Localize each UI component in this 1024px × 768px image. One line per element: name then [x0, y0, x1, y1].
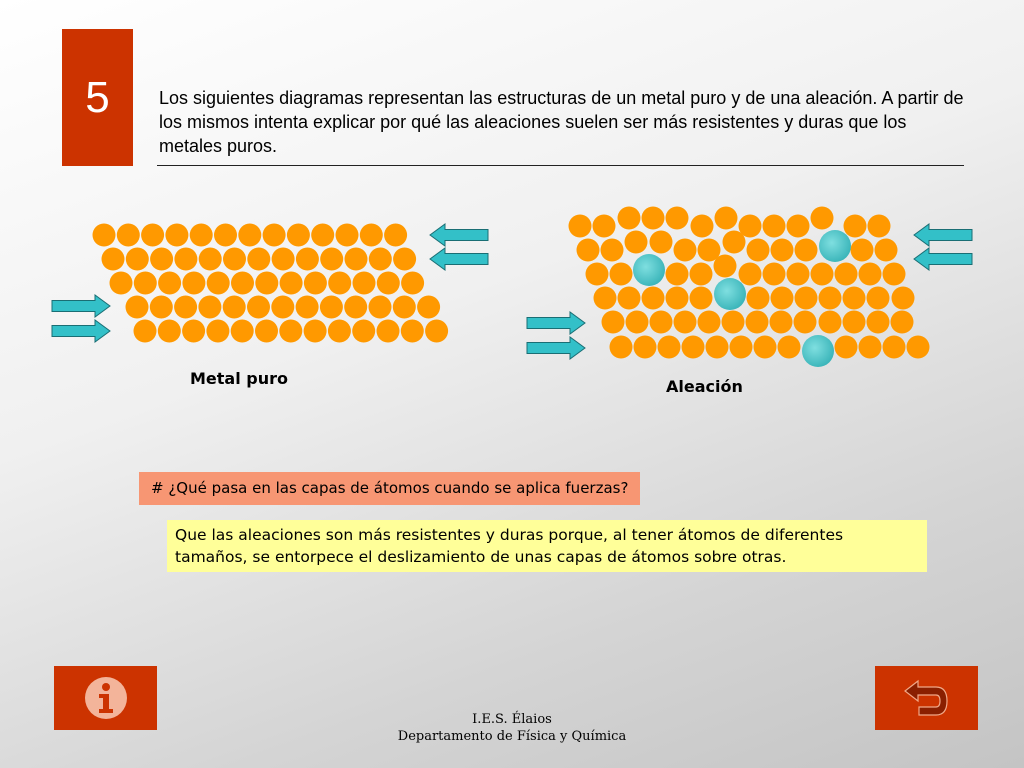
force-arrow: [527, 312, 585, 334]
metal-atom: [231, 320, 254, 343]
alloy-atom: [594, 287, 617, 310]
alloy-atom: [892, 287, 915, 310]
solute-atom: [633, 254, 665, 286]
metal-atom: [199, 248, 222, 271]
metal-atom: [377, 320, 400, 343]
metal-atom: [150, 248, 173, 271]
alloy-atom: [618, 207, 641, 230]
alloy-atom: [787, 215, 810, 238]
metal-atom: [296, 248, 319, 271]
metal-atom: [320, 248, 343, 271]
footer: [312, 711, 712, 745]
metal-atom: [345, 248, 368, 271]
alloy-atom: [698, 311, 721, 334]
solute-atom: [802, 335, 834, 367]
metal-atom: [393, 296, 416, 319]
alloy-atom: [747, 287, 770, 310]
metal-atom: [174, 296, 197, 319]
metal-atom: [238, 224, 261, 247]
alloy-atom: [722, 311, 745, 334]
alloy-atom: [593, 215, 616, 238]
metal-atom: [271, 296, 294, 319]
force-arrow: [914, 224, 972, 246]
answer-box: Que las aleaciones son más resistentes y duras porque, al tener átomos de diferentes tamaños, se entorpece el deslizamiento de unas capas de átomos sobre otras.: [167, 520, 927, 572]
alloy-atom: [771, 239, 794, 262]
metal-atom: [280, 272, 303, 295]
metal-atom: [255, 320, 278, 343]
department-name: Departamento de Física y Química: [397, 729, 627, 744]
metal-atom: [272, 248, 295, 271]
alloy-atom: [875, 239, 898, 262]
alloy-atom: [770, 311, 793, 334]
metal-atom: [150, 296, 173, 319]
metal-atom: [247, 248, 270, 271]
alloy-atom: [666, 207, 689, 230]
metal-atom: [117, 224, 140, 247]
metal-atom: [255, 272, 278, 295]
metal-atom: [320, 296, 343, 319]
metal-atom: [247, 296, 270, 319]
alloy-atom: [867, 287, 890, 310]
alloy-atom: [794, 311, 817, 334]
metal-atom: [352, 320, 375, 343]
force-arrow: [52, 320, 110, 342]
force-arrow: [430, 248, 488, 270]
alloy-atom: [577, 239, 600, 262]
pure-metal-lattice: [93, 224, 449, 343]
metal-atom: [393, 248, 416, 271]
alloy-atom: [715, 207, 738, 230]
alloy-atom: [610, 336, 633, 359]
metal-atom: [417, 296, 440, 319]
school-name: I.E.S. Élaios: [472, 712, 552, 727]
alloy-atom: [586, 263, 609, 286]
metal-atom: [231, 272, 254, 295]
alloy-atom: [819, 287, 842, 310]
alloy-atom: [868, 215, 891, 238]
alloy-atom: [811, 263, 834, 286]
metal-atom: [328, 272, 351, 295]
alloy-atom: [674, 239, 697, 262]
metal-atom: [214, 224, 237, 247]
alloy-atom: [691, 215, 714, 238]
alloy-atom: [843, 311, 866, 334]
metal-atom: [174, 248, 197, 271]
alloy-atom: [682, 336, 705, 359]
alloy-atom: [723, 231, 746, 254]
alloy-atom: [642, 287, 665, 310]
alloy-atom: [642, 207, 665, 230]
alloy-atom: [778, 336, 801, 359]
alloy-atom: [618, 287, 641, 310]
alloy-atom: [601, 239, 624, 262]
alloy-atom: [795, 287, 818, 310]
alloy-atom: [754, 336, 777, 359]
metal-atom: [377, 272, 400, 295]
alloy-atom: [763, 215, 786, 238]
alloy-atom: [634, 336, 657, 359]
alloy-atom: [883, 336, 906, 359]
return-arrow-icon: [901, 677, 953, 719]
slide-number: 5: [62, 29, 133, 166]
metal-atom: [190, 224, 213, 247]
metal-atom: [344, 296, 367, 319]
metal-atom: [223, 296, 246, 319]
metal-atom: [336, 224, 359, 247]
alloy-atom: [835, 263, 858, 286]
alloy-atom: [763, 263, 786, 286]
metal-atom: [182, 272, 205, 295]
metal-atom: [353, 272, 376, 295]
alloy-atom: [739, 263, 762, 286]
metal-atom: [182, 320, 205, 343]
solute-atom: [819, 230, 851, 262]
metal-atom: [328, 320, 351, 343]
alloy-atom: [843, 287, 866, 310]
alloy-atom: [569, 215, 592, 238]
alloy-label: Aleación: [666, 377, 743, 396]
force-arrow: [430, 224, 488, 246]
metal-atom: [134, 272, 157, 295]
metal-atom: [279, 320, 302, 343]
metal-atom: [304, 320, 327, 343]
metal-atom: [158, 320, 181, 343]
alloy-atom: [859, 263, 882, 286]
metal-atom: [93, 224, 116, 247]
alloy-atom: [787, 263, 810, 286]
metal-atom: [401, 272, 424, 295]
metal-atom: [110, 272, 133, 295]
alloy-atom: [602, 311, 625, 334]
alloy-atom: [891, 311, 914, 334]
metal-atom: [198, 296, 221, 319]
metal-atom: [206, 320, 229, 343]
alloy-atom: [690, 263, 713, 286]
alloy-atom: [835, 336, 858, 359]
metal-atom: [126, 248, 149, 271]
alloy-atom: [714, 255, 737, 278]
metal-atom: [360, 224, 383, 247]
alloy-atom: [746, 311, 769, 334]
alloy-atom: [811, 207, 834, 230]
alloy-atom: [795, 239, 818, 262]
alloy-atom: [610, 263, 633, 286]
alloy-atom: [650, 231, 673, 254]
return-button[interactable]: [875, 666, 978, 730]
alloy-atom: [851, 239, 874, 262]
metal-atom: [141, 224, 164, 247]
alloy-atom: [666, 263, 689, 286]
alloy-atom: [859, 336, 882, 359]
alloy-atom: [625, 231, 648, 254]
metal-atom: [311, 224, 334, 247]
alloy-atom: [674, 311, 697, 334]
metal-atom: [102, 248, 125, 271]
metal-atom: [369, 296, 392, 319]
metal-atom: [287, 224, 310, 247]
metal-atom: [126, 296, 149, 319]
metal-atom: [401, 320, 424, 343]
alloy-atom: [650, 311, 673, 334]
metal-atom: [304, 272, 327, 295]
metal-atom: [134, 320, 157, 343]
metal-atom: [384, 224, 407, 247]
metal-atom: [296, 296, 319, 319]
metal-atom: [369, 248, 392, 271]
metal-atom: [207, 272, 230, 295]
alloy-atom: [626, 311, 649, 334]
alloy-atom: [883, 263, 906, 286]
slide-title: Los siguientes diagramas representan las estructuras de un metal puro y de una aleación. A partir de los mismos intenta explicar por qué las aleaciones suelen ser más resistentes y duras que los metales puros.: [159, 88, 964, 156]
pure-metal-label: Metal puro: [190, 369, 288, 388]
info-button[interactable]: [54, 666, 157, 730]
info-icon: [83, 675, 129, 721]
solute-atom: [714, 278, 746, 310]
alloy-atom: [666, 287, 689, 310]
force-arrow: [52, 295, 110, 317]
alloy-atom: [730, 336, 753, 359]
alloy-atom: [658, 336, 681, 359]
metal-atom: [223, 248, 246, 271]
alloy-atom: [844, 215, 867, 238]
force-arrow: [527, 337, 585, 359]
metal-atom: [165, 224, 188, 247]
question-box: # ¿Qué pasa en las capas de átomos cuando se aplica fuerzas?: [139, 472, 640, 505]
alloy-atom: [867, 311, 890, 334]
force-arrow: [914, 248, 972, 270]
alloy-atom: [771, 287, 794, 310]
alloy-atom: [706, 336, 729, 359]
alloy-atom: [747, 239, 770, 262]
alloy-lattice: [569, 207, 930, 368]
alloy-atom: [907, 336, 930, 359]
metal-atom: [158, 272, 181, 295]
alloy-atom: [819, 311, 842, 334]
alloy-atom: [690, 287, 713, 310]
metal-atom: [263, 224, 286, 247]
metal-atom: [425, 320, 448, 343]
